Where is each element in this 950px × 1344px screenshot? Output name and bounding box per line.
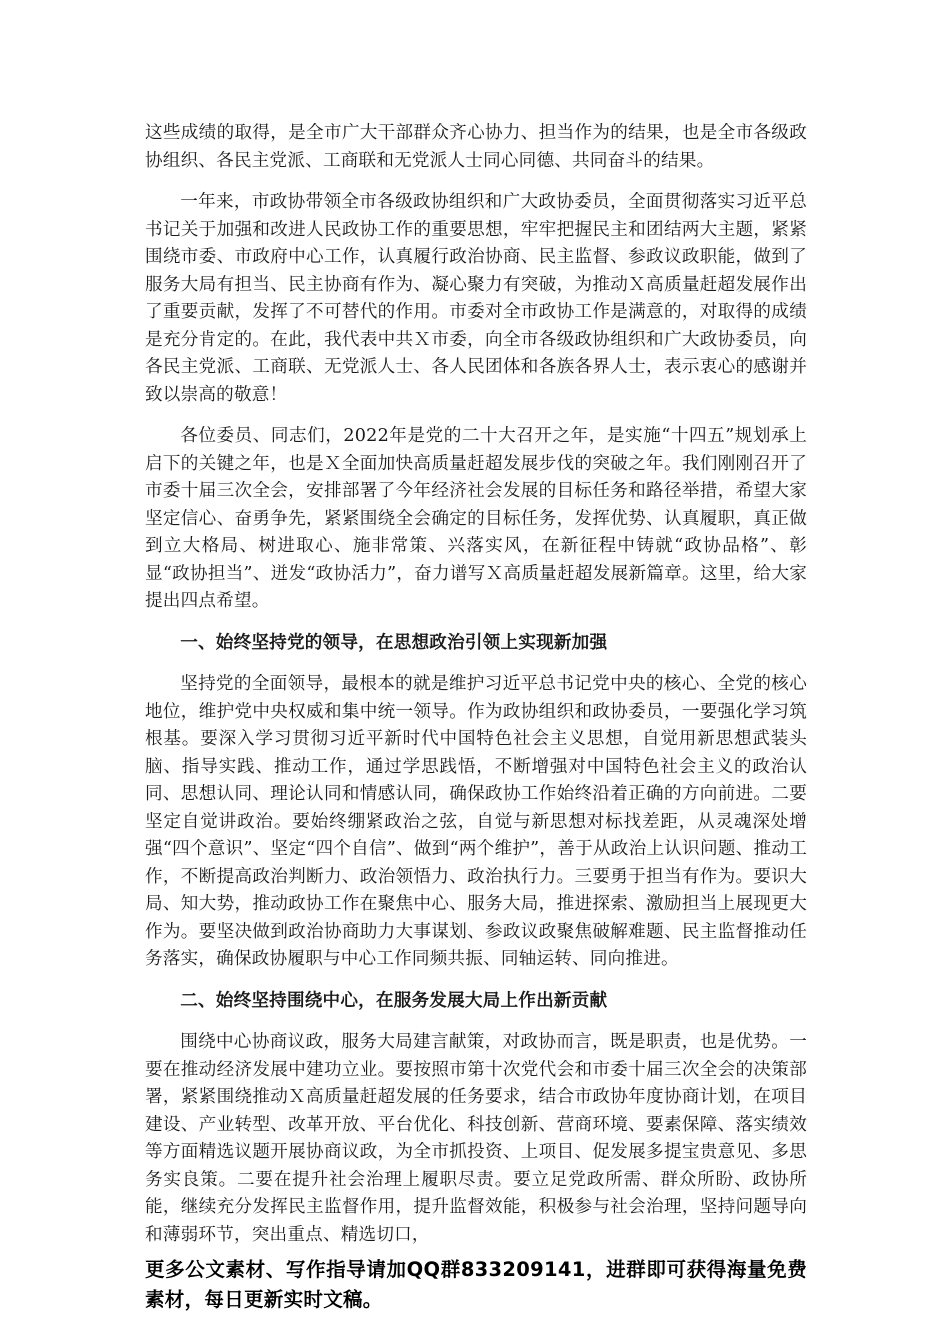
paragraph-serve-development: 围绕中心协商议政，服务大局建言献策，对政协而言，既是职责，也是优势。一要在推动经济发展中建功立业。要按照市第十次党代会和市委十届三次全会的决策部署，紧紧围绕推动Ｘ高质量赶超发展的任务要求，结合市政协年度协商计划，在项目建设、产业转型、改革开放、平台优化、科技创新、营商环境、要素保障、落实绩效等方面精选议题开展协商议政，为全市抓投资、上项目、促发展多提宝贵意见、多思务实良策。二要在提升社会治理上履职尽责。要立足党政所需、群众所盼、政协所能，继续充分发挥民主监督作用，提升监督效能，积极参与社会治理，坚持问题导向和薄弱环节，突出重点、精选切口， <box>145 1032 807 1245</box>
paragraph-achievements: 这些成绩的取得，是全市广大干部群众齐心协力、担当作为的结果，也是全市各级政协组织、各民主党派、工商联和无党派人士同心同德、共同奋斗的结果。 <box>145 123 807 171</box>
section-heading-2: 二、始终坚持围绕中心，在服务发展大局上作出新贡献 <box>180 990 608 1011</box>
paragraph-2022-outlook: 各位委员、同志们，2022年是党的二十大召开之年，是实施“十四五”规划承上启下的关键之年，也是Ｘ全面加快高质量赶超发展步伐的突破之年。我们刚刚召开了市委十届三次全会，安排部署了今年经济社会发展的目标任务和路径举措，希望大家坚定信心、奋勇争先，紧紧围绕全会确定的目标任务，发挥优势、认真履职，真正做到立大格局、树进取心、施非常策、兴落实风，在新征程中铸就“政协品格”、彰显“政协担当”、迸发“政协活力”，奋力谱写Ｘ高质量赶超发展新篇章。这里，给大家提出四点希望。 <box>145 426 807 611</box>
paragraph-party-leadership: 坚持党的全面领导，最根本的就是维护习近平总书记党中央的核心、全党的核心地位，维护党中央权威和集中统一领导。作为政协组织和政协委员，一要强化学习筑根基。要深入学习贯彻习近平新时代中国特色社会主义思想，自觉用新思想武装头脑、指导实践、推动工作，通过学思践悟，不断增强对中国特色社会主义的政治认同、思想认同、理论认同和情感认同，确保政协工作始终沿着正确的方向前进。二要坚定自觉讲政治。要始终绷紧政治之弦，自觉与新思想对标找差距，从灵魂深处增强“四个意识”、坚定“四个自信”、做到“两个维护”，善于从政治上认识问题、推动工作，不断提高政治判断力、政治领悟力、政治执行力。三要勇于担当有作为。要识大局、知大势，推动政协工作在聚焦中心、服务大局，推进探索、激励担当上展现更大作为。要坚决做到政治协商助力大事谋划、参政议政聚焦破解难题、民主监督推动任务落实，确保政协履职与中心工作同频共振、同轴运转、同向推进。 <box>145 674 807 969</box>
paragraph-year-review: 一年来，市政协带领全市各级政协组织和广大政协委员，全面贯彻落实习近平总书记关于加强和改进人民政协工作的重要思想，牢牢把握民主和团结两大主题，紧紧围绕市委、市政府中心工作，认真履行政治协商、民主监督、参政议政职能，做到了服务大局有担当、民主协商有作为、凝心聚力有突破，为推动Ｘ高质量赶超发展作出了重要贡献，发挥了不可替代的作用。市委对全市政协工作是满意的，对取得的成绩是充分肯定的。在此，我代表中共Ｘ市委，向全市各级政协组织和广大政协委员，向各民主党派、工商联、无党派人士、各人民团体和各族各界人士，表示衷心的感谢并致以崇高的敬意！ <box>145 192 807 405</box>
promo-notice: 更多公文素材、写作指导请加QQ群833209141，进群即可获得海量免费素材，每日更新实时文稿。 <box>145 1258 807 1311</box>
document-page <box>145 120 807 1315</box>
section-heading-1: 一、始终坚持党的领导，在思想政治引领上实现新加强 <box>180 632 608 653</box>
